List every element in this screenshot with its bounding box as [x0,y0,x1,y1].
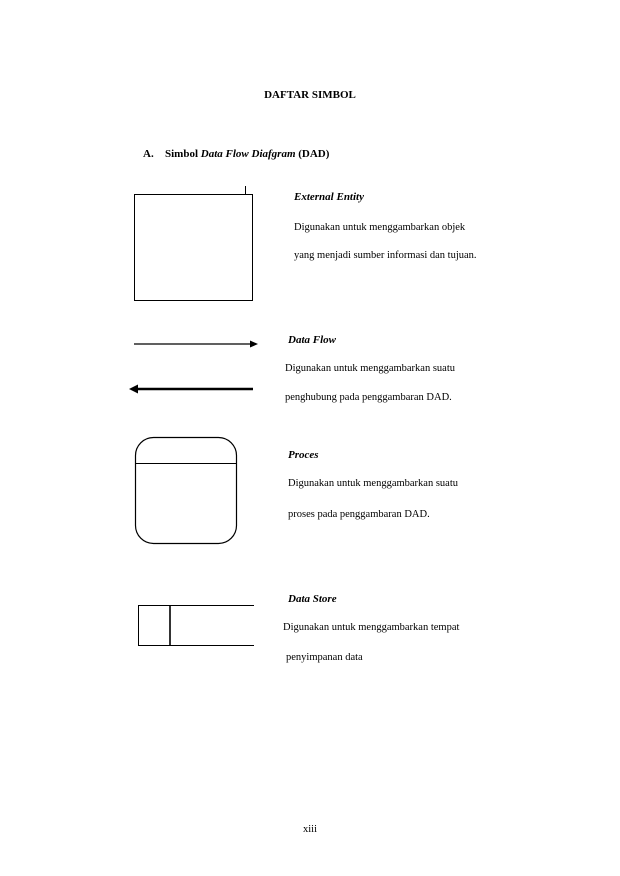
section-prefix: Simbol [165,148,199,160]
data-flow-heading: Data Flow [288,334,336,346]
process-symbol [130,432,245,550]
data-store-symbol [134,600,259,650]
external-entity-desc-line1: Digunakan untuk menggambarkan objek [294,222,466,233]
page-title: DAFTAR SIMBOL [264,89,356,101]
process-desc-line2: proses pada penggambaran DAD. [288,509,430,520]
process-heading: Proces [288,449,319,461]
section-suffix: (DAD) [298,148,330,160]
process-desc-line1: Digunakan untuk menggambarkan suatu [288,478,458,489]
section-heading [143,148,329,160]
data-flow-desc-line2: penghubung pada penggambaran DAD. [285,392,452,403]
section-italic: Data Flow Diafgram [200,148,296,160]
external-entity-heading: External Entity [294,191,364,203]
page-number: xiii [302,824,317,835]
data-store-desc-line2: penyimpanan data [286,652,363,663]
external-entity-desc-line2: yang menjadi sumber informasi dan tujuan. [294,250,477,261]
data-flow-desc-line1: Digunakan untuk menggambarkan suatu [285,363,455,374]
external-entity-symbol [130,183,260,305]
section-letter: A. [143,148,154,160]
data-store-desc-line1: Digunakan untuk menggambarkan tempat [283,622,460,633]
data-flow-symbol [125,335,265,397]
data-store-heading: Data Store [288,593,337,605]
